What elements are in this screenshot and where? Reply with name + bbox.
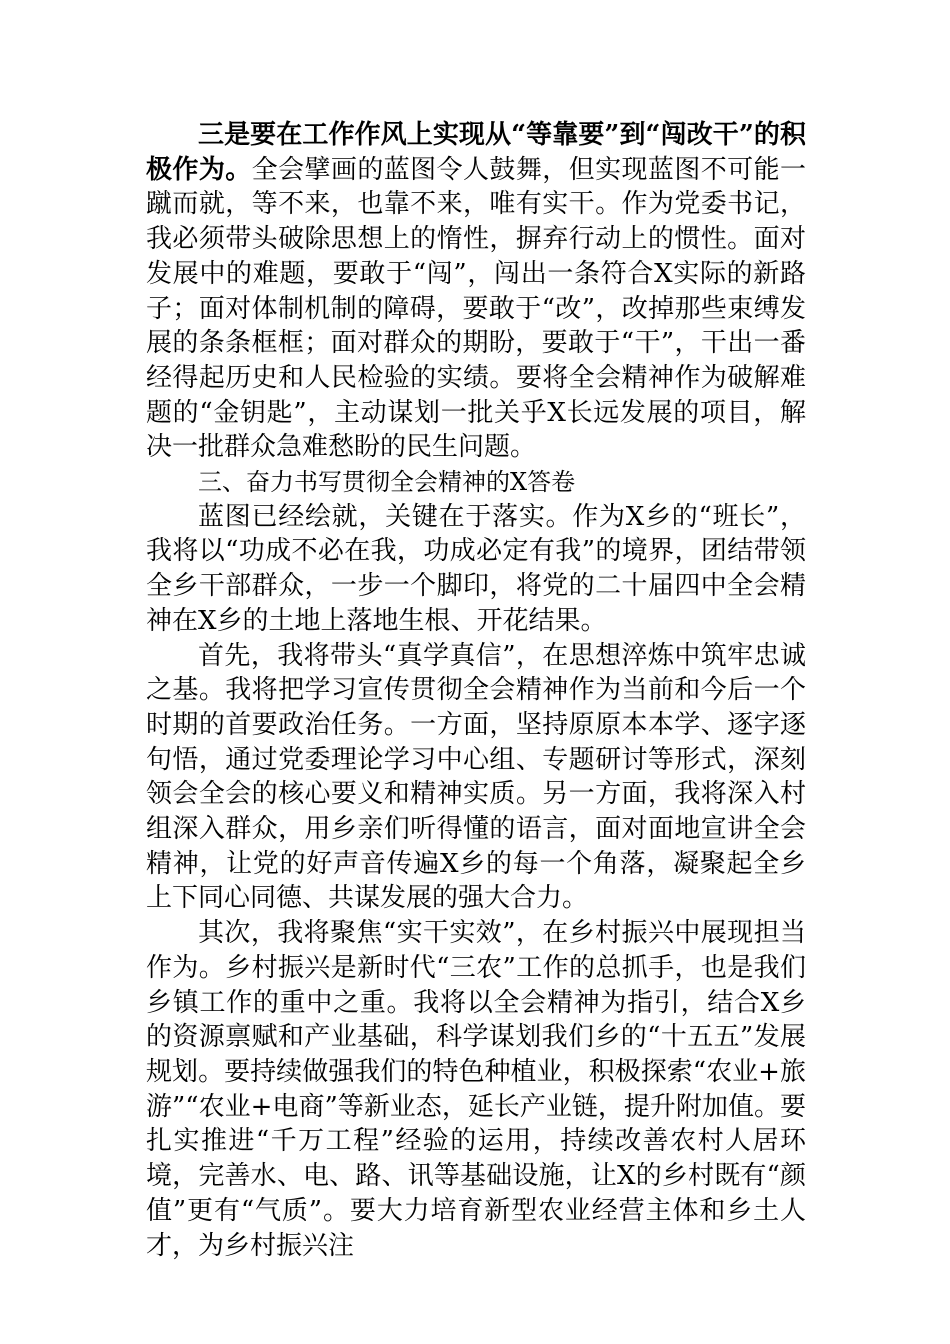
- paragraph-first: 首先，我将带头“真学真信”，在思想淬炼中筑牢忠诚之基。我将把学习宣传贯彻全会精神作为当前和今后一个时期的首要政治任务。一方面，坚持原原本本学、逐字逐句悟，通过党委理论学习中心组、专题研讨等形式，深刻领会全会的核心要义和精神实质。另一方面，我将深入村组深入群众，用乡亲们听得懂的语言，面对面地宣讲全会精神，让党的好声音传遍X乡的每一个角落，凝聚起全乡上下同心同德、共谋发展的强大合力。: [146, 640, 806, 914]
- paragraph-body: 全会擘画的蓝图令人鼓舞，但实现蓝图不可能一蹴而就，等不来，也靠不来，唯有实干。作为党委书记，我必须带头破除思想上的惰性，摒弃行动上的惯性。面对发展中的难题，要敢于“闯”，闯出一条符合X实际的新路子；面对体制机制的障碍，要敢于“改”，改掉那些束缚发展的条条框框；面对群众的期盼，要敢于“干”，干出一番经得起历史和人民检验的实绩。要将全会精神作为破解难题的“金钥匙”，主动谋划一批关乎X长远发展的项目，解决一批群众急难愁盼的民生问题。: [146, 154, 806, 463]
- section-heading: 三、奋力书写贯彻全会精神的X答卷: [198, 468, 576, 497]
- paragraph-blueprint: 蓝图已经绘就，关键在于落实。作为X乡的“班长”，我将以“功成不必在我，功成必定有我”的境界，团结带领全乡干部群众，一步一个脚印，将党的二十届四中全会精神在X乡的土地上落地生根、开花结果。: [146, 501, 806, 636]
- document-page: [146, 118, 806, 1263]
- paragraph-work-style: [146, 118, 806, 465]
- paragraph-lead-bold: 三是要在工作作风上实现从“等靠要”到“闯改干”的积极作为。: [146, 120, 806, 185]
- paragraph-second: 其次，我将聚焦“实干实效”，在乡村振兴中展现担当作为。乡村振兴是新时代“三农”工作的总抓手，也是我们乡镇工作的重中之重。我将以全会精神为指引，结合X乡的资源禀赋和产业基础，科学谋划我们乡的“十五五”发展规划。要持续做强我们的特色种植业，积极探索“农业+旅游”“农业+电商”等新业态，延长产业链，提升附加值。要扎实推进“千万工程”经验的运用，持续改善农村人居环境，完善水、电、路、讯等基础设施，让X的乡村既有“颜值”更有“气质”。要大力培育新型农业经营主体和乡土人才，为乡村振兴注: [146, 918, 806, 1261]
